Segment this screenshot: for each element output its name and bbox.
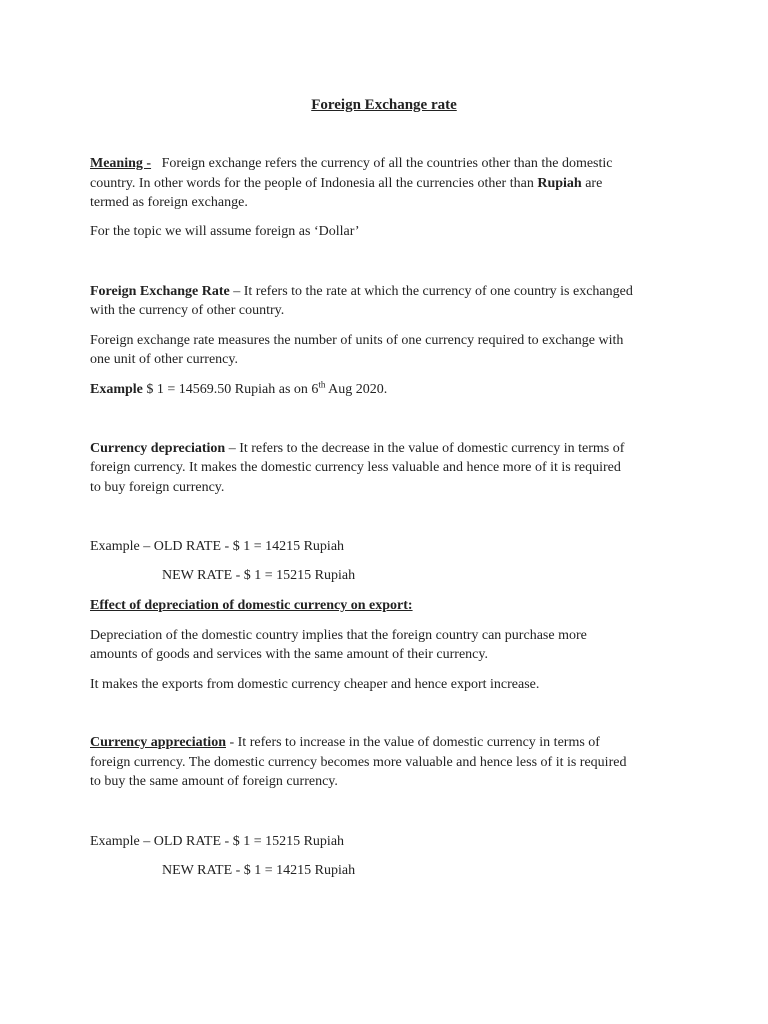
fx-rate-label: Foreign Exchange Rate (90, 284, 230, 299)
meaning-line-2 (90, 176, 602, 192)
appreciation-old-rate: Example – OLD RATE - $ 1 = 15215 Rupiah (90, 834, 345, 849)
page-title: Foreign Exchange rate (311, 97, 457, 113)
rupiah-bold: Rupiah (537, 176, 582, 191)
depreciation-text-1: – It refers to the decrease in the value of domestic currency in terms of (225, 441, 625, 456)
appreciation-line-1 (90, 735, 600, 751)
meaning-text-2b: are (581, 176, 603, 191)
depreciation-label: Currency depreciation (90, 441, 226, 456)
appreciation-text-1: - It refers to increase in the value of domestic currency in terms of (225, 735, 600, 750)
effect-line-3: It makes the exports from domestic currency cheaper and hence export increase. (90, 677, 540, 692)
depreciation-line-2: foreign currency. It makes the domestic currency less valuable and hence more of it is required (90, 460, 621, 475)
effect-heading (90, 598, 413, 614)
fx-example-label: Example (90, 382, 143, 397)
depreciation-line-1 (90, 441, 624, 457)
meaning-assume: For the topic we will assume foreign as ‘Dollar’ (90, 224, 360, 239)
appreciation-label: Currency appreciation (90, 735, 226, 750)
fx-example (90, 379, 388, 398)
effect-heading-text: Effect of depreciation of domestic currency on export: (90, 598, 413, 613)
depreciation-new-rate: NEW RATE - $ 1 = 15215 Rupiah (162, 568, 356, 583)
appreciation-line-2: foreign currency. The domestic currency becomes more valuable and hence less of it is required (90, 755, 627, 770)
fx-measure-line-2: one unit of other currency. (90, 352, 238, 367)
meaning-text-2a: country. In other words for the people of Indonesia all the currencies other than (90, 176, 538, 191)
fx-measure-line-1: Foreign exchange rate measures the number of units of one currency required to exchange with (90, 333, 624, 348)
appreciation-new-rate: NEW RATE - $ 1 = 14215 Rupiah (162, 863, 356, 878)
fx-rate-text-1: – It refers to the rate at which the currency of one country is exchanged (229, 284, 633, 299)
depreciation-line-3: to buy foreign currency. (90, 480, 225, 495)
fx-example-text-a: $ 1 = 14569.50 Rupiah as on 6 (142, 382, 319, 397)
meaning-text-1: Foreign exchange refers the currency of all the countries other than the domestic (161, 156, 613, 171)
meaning-line-3: termed as foreign exchange. (90, 195, 248, 210)
fx-example-text-b: Aug 2020. (325, 382, 388, 397)
fx-rate-line-2: with the currency of other country. (90, 303, 285, 318)
effect-line-1: Depreciation of the domestic country implies that the foreign country can purchase more (90, 628, 587, 643)
effect-line-2: amounts of goods and services with the same amount of their currency. (90, 647, 488, 662)
appreciation-line-3: to buy the same amount of foreign currency. (90, 774, 338, 789)
fx-rate-line-1 (90, 284, 633, 300)
depreciation-old-rate: Example – OLD RATE - $ 1 = 14215 Rupiah (90, 539, 345, 554)
fx-example-sup: th (318, 379, 326, 390)
meaning-label: Meaning - (90, 156, 152, 171)
meaning-line-1 (90, 156, 613, 172)
